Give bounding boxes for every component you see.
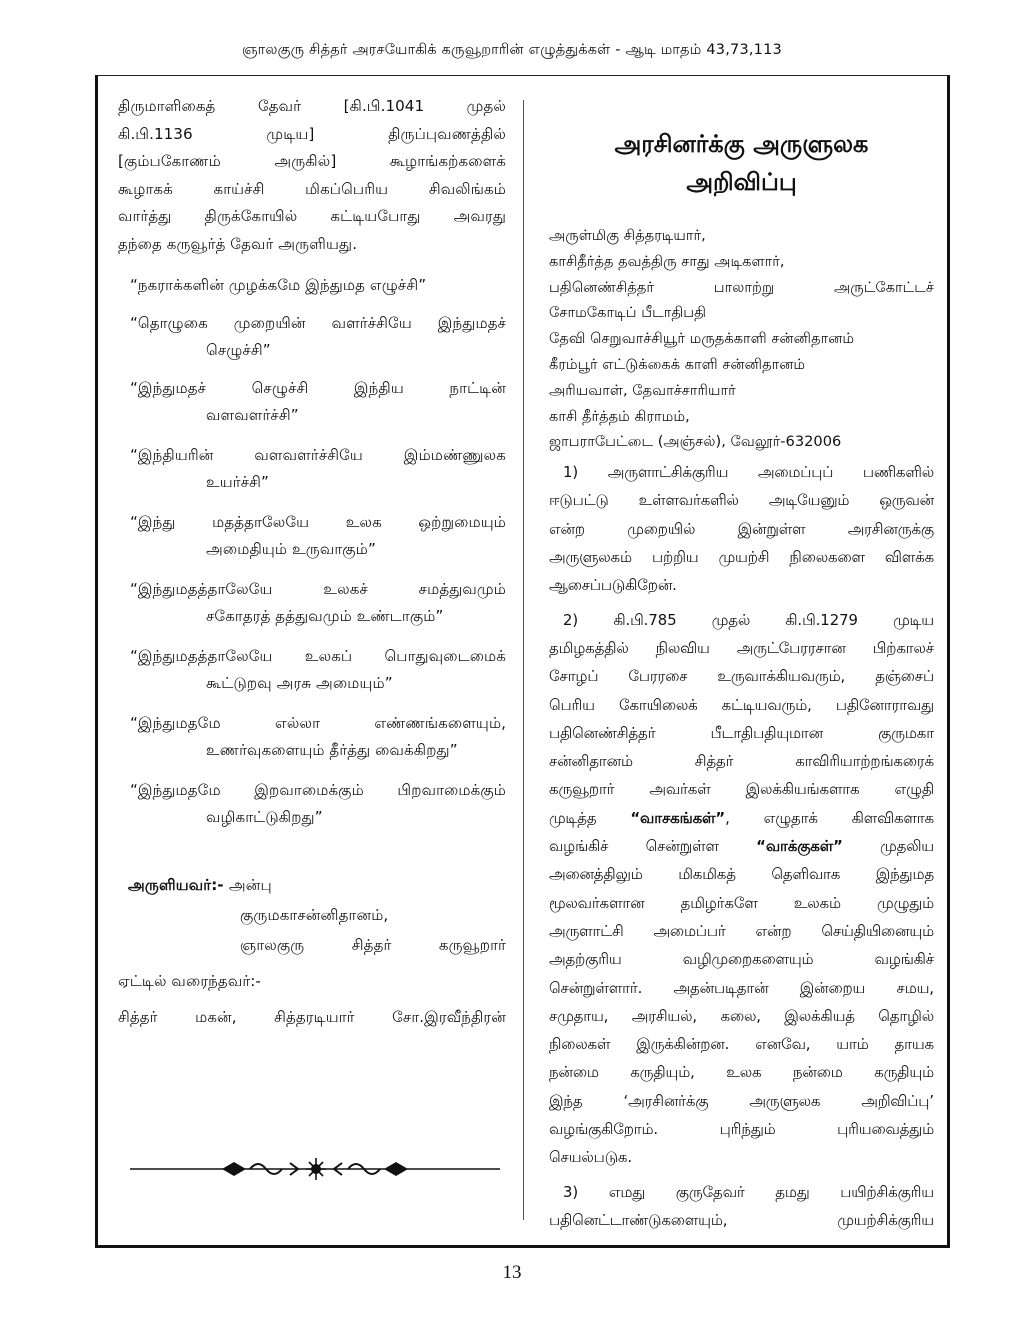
- para-line: 2) கி.பி.785 முதல் கி.பி.1279 முடிய: [563, 611, 934, 629]
- paragraph-2: [549, 607, 934, 1173]
- quote-line: கூட்டுறவு அரசு அமையும்”: [206, 674, 393, 692]
- para-text: வழங்கிச் சென்றுள்ள: [549, 838, 719, 856]
- para-line: 3) எமது குருதேவர் தமது பயிற்சிக்குரிய: [563, 1183, 934, 1201]
- ornament-divider-icon: [130, 1157, 500, 1181]
- para-line: சோழப் பேரரசை உருவாக்கியவரும், தஞ்சைப்: [549, 668, 934, 686]
- quote-line: அமைதியும் உருவாகும்”: [206, 540, 376, 558]
- quote-1: [118, 272, 506, 300]
- para-text: முதலிய: [880, 838, 934, 856]
- address-line: ஜாபராபேட்டை (அஞ்சல்), வேலூர்-632006: [549, 433, 842, 451]
- address-line: காசிதீர்த்த தவத்திரு சாது அடிகளார்,: [549, 252, 785, 270]
- para-line: [549, 805, 934, 833]
- para-line: வழங்குகிறோம். புரிந்தும் புரியவைத்தும்: [549, 1121, 934, 1138]
- right-column: [549, 125, 934, 1235]
- para-text: , எழுதாக் கிளவிகளாக: [725, 809, 934, 827]
- para-line: கருவூறார் அவர்கள் இலக்கியங்களாக எழுதி: [549, 781, 934, 799]
- intro-line: தந்தை கருவூர்த் தேவர் அருளியது.: [118, 234, 358, 253]
- quote-line: “இந்து மதத்தாலேயே உலக ஒற்றுமையும்: [130, 512, 506, 531]
- credit-label: அருளியவர்:-: [128, 875, 224, 894]
- credit-line: ஏட்டில் வரைந்தவர்:-: [118, 971, 261, 990]
- address-block: [549, 223, 934, 455]
- intro-line: கூழாகக் காய்ச்சி மிகப்பெரிய சிவலிங்கம்: [118, 179, 506, 198]
- quote-line: “இந்துமதத்தாலேயே உலகச் சமத்துவமும்: [130, 579, 506, 598]
- intro-line: வார்த்து திருக்கோயில் கட்டியபோது அவரது: [118, 207, 506, 225]
- quote-5: [118, 509, 506, 564]
- bold-term: “வாக்குகள்”: [756, 838, 843, 856]
- credit-line: ஞாலகுரு சித்தர் கருவூறார்: [240, 935, 506, 954]
- quote-line: “தொழுகை முறையின் வளர்ச்சியே இந்துமதச்: [130, 313, 506, 332]
- para-line: பதினெட்டாண்டுகளையும், முயற்சிக்குரிய: [549, 1211, 934, 1229]
- paragraph-1: [549, 459, 934, 600]
- address-line: அரியவாள், தேவாச்சாரியார்: [549, 381, 736, 399]
- quote-2: [118, 310, 506, 365]
- quote-line: “இந்தியரின் வளவளர்ச்சியே இம்மண்ணுலக: [130, 445, 506, 464]
- address-line: தேவி செறுவாச்சியூர் மருதக்காளி சன்னிதானம்: [549, 330, 855, 348]
- quote-4: [118, 442, 506, 497]
- para-line: தமிழகத்தில் நிலவிய அருட்பேரரசான பிற்காலச்: [549, 639, 934, 657]
- quote-line: உயர்ச்சி”: [206, 473, 269, 491]
- paragraph-3: [549, 1179, 934, 1236]
- intro-paragraph: [118, 93, 506, 258]
- title-line: அறிவிப்பு: [686, 168, 797, 196]
- left-column: [118, 93, 506, 1032]
- quote-6: [118, 576, 506, 631]
- credit-line: குருமகாசன்னிதானம்,: [240, 905, 389, 924]
- para-line: இந்த ‘அரசினர்க்கு அருளுலக அறிவிப்பு’: [549, 1092, 934, 1110]
- para-line: செயல்படுக.: [549, 1149, 633, 1167]
- intro-line: திருமாளிகைத் தேவர் [கி.பி.1041 முதல்: [118, 97, 506, 115]
- quote-9: [118, 777, 506, 832]
- quote-line: சகோதரத் தத்துவமும் உண்டாகும்”: [206, 607, 444, 625]
- running-header: ஞாலகுரு சித்தர் அரசயோகிக் கருவூறாரின் எழுத்துக்கள் - ஆடி மாதம் 43,73,113: [242, 42, 782, 58]
- para-line: ஆசைப்படுகிறேன்.: [549, 577, 677, 595]
- intro-line: [கும்பகோணம் அருகில்] கூழாங்கற்களைக்: [118, 152, 506, 170]
- notice-title: [549, 125, 934, 201]
- address-line: அருள்மிகு சித்தரடியார்,: [549, 227, 706, 244]
- credits-block: [118, 870, 506, 1032]
- para-line: அருளுலகம் பற்றிய முயற்சி நிலைகளை விளக்க: [549, 549, 934, 567]
- credit-head: [118, 870, 506, 900]
- para-line: பெரிய கோயிலைக் கட்டியவரும், பதினோராவது: [549, 696, 934, 714]
- intro-line: கி.பி.1136 முடிய] திருப்புவணத்தில்: [118, 124, 506, 143]
- address-line: சோமகோடிப் பீடாதிபதி: [549, 304, 707, 322]
- quote-line: “இந்துமதமே எல்லா எண்ணங்களையும்,: [130, 713, 506, 732]
- para-line: சமுதாய, அரசியல், கலை, இலக்கியத் தொழில்: [549, 1007, 934, 1025]
- quote-3: [118, 375, 506, 430]
- para-line: 1) அருளாட்சிக்குரிய அமைப்புப் பணிகளில்: [563, 464, 934, 482]
- quote-line: “இந்துமதத்தாலேயே உலகப் பொதுவுடைமைக்: [130, 646, 506, 665]
- para-line: மூலவர்களான தமிழர்களே உலகம் முழுதும்: [549, 894, 934, 912]
- address-line: காசி தீர்த்தம் கிராமம்,: [549, 407, 690, 425]
- quote-line: வளவளர்ச்சி”: [206, 406, 299, 424]
- para-line: நிலைகள் இருக்கின்றன. எனவே, யாம் தாயக: [549, 1036, 934, 1054]
- bold-term: “வாசகங்கள்”: [630, 809, 726, 827]
- quote-line: உணர்வுகளையும் தீர்த்து வைக்கிறது”: [206, 741, 458, 759]
- credit-line: சித்தர் மகன், சித்தரடியார் சோ.இரவீந்திரன்: [118, 1007, 506, 1026]
- column-divider: [523, 100, 524, 1220]
- para-line: சன்னிதானம் சித்தர் காவிரியாற்றங்கரைக்: [549, 753, 934, 771]
- para-line: ஈடுபட்டு உள்ளவர்களில் அடியேனும் ஒருவன்: [549, 492, 934, 510]
- para-line: பதினெண்சித்தர் பீடாதிபதியுமான குருமகா: [549, 724, 934, 742]
- para-text: முடித்த: [549, 809, 597, 827]
- para-line: சென்றுள்ளார். அதன்படிதான் இன்றைய சமய,: [549, 979, 934, 997]
- address-line: கீரம்பூர் எட்டுக்கைக் காளி சன்னிதானம்: [549, 355, 806, 373]
- credit-line: அன்பு: [228, 875, 272, 894]
- quote-line: “இந்துமதமே இறவாமைக்கும் பிறவாமைக்கும்: [130, 780, 506, 799]
- quote-line: “இந்துமதச் செழுச்சி இந்திய நாட்டின்: [130, 378, 506, 397]
- quote-line: “நகராக்களின் முழக்கமே இந்துமத எழுச்சி”: [130, 276, 427, 294]
- address-line: பதினெண்சித்தர் பாலாற்று அருட்கோட்டச்: [549, 278, 934, 296]
- page-number: 13: [502, 1262, 522, 1283]
- para-line: [549, 833, 934, 861]
- para-line: நன்மை கருதியும், உலக நன்மை கருதியும்: [549, 1064, 934, 1082]
- para-line: அருளாட்சி அமைப்பர் என்ற செய்தியினையும்: [549, 922, 934, 940]
- para-line: என்ற முறையில் இன்றுள்ள அரசினருக்கு: [549, 520, 934, 538]
- quote-line: செழுச்சி”: [206, 341, 271, 359]
- quote-7: [118, 643, 506, 698]
- quote-line: வழிகாட்டுகிறது”: [206, 808, 323, 826]
- para-line: அதற்குரிய வழிமுறைகளையும் வழங்கிச்: [549, 951, 934, 969]
- title-line: அரசினர்க்கு அருளுலக: [614, 130, 869, 158]
- quote-8: [118, 710, 506, 765]
- para-line: அனைத்திலும் மிகமிகத் தெளிவாக இந்துமத: [549, 866, 934, 884]
